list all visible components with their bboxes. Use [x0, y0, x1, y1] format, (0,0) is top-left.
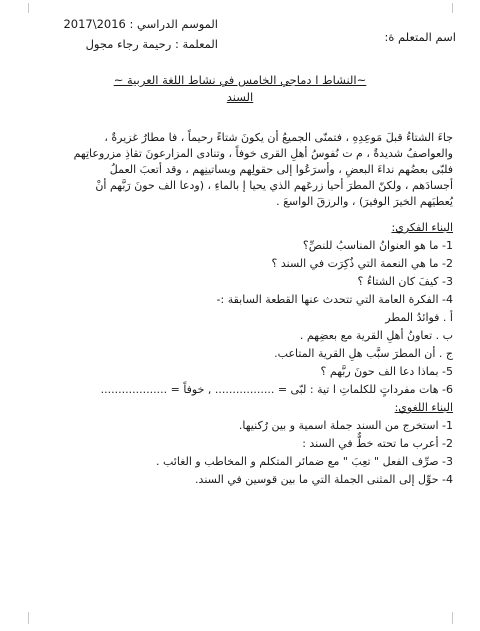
passage-line-1: جاءَ الشتاءُ قبلَ مَوعِدِهِ ، فتمنّى الجميعُ أن يكونَ شتاءً رحيماً ، فا مطارُ غزيرةٌ ،: [104, 131, 453, 144]
passage-line-5: يُعطيَهم الخيرَ الوفيرَ) ، والرزقَ الواسعَ .: [276, 195, 453, 208]
option-a: أ . فوائدُ المطر: [385, 311, 453, 324]
question-5: 5- بماذا دعا الف حونَ ربَّهم ؟: [320, 365, 453, 378]
section-heading-comprehension: البناء الفكري:: [391, 221, 453, 234]
language-question-4: 4- حوِّل إلى المثنى الجملة التي ما بين قوسين في السند.: [195, 473, 453, 486]
crop-mark-top-left: [28, 3, 29, 13]
option-c: ج . أن المطرَ سبَّب هلِ القرية المتاعب.: [274, 347, 453, 360]
crop-mark-bottom-right: [452, 612, 453, 624]
source-label: السند: [226, 90, 254, 104]
question-3: 3- كيفَ كان الشتاءُ ؟: [357, 275, 453, 288]
language-question-2: 2- أعرب ما تحته خطٌّ في السند :: [302, 437, 453, 450]
question-1: 1- ما هو العنوانُ المناسبُ للنصِّ؟: [302, 239, 453, 252]
passage-line-3: فلبّى بعضُهم نداءَ البعضِ ، وأسرَعُوا إلى حقولِهم وبساتينِهم ، وقد أتعبَ العملُ: [109, 163, 453, 176]
crop-mark-bottom-left: [28, 612, 29, 624]
language-question-3: 3- صرِّف الفعل " تعِبَ " مع ضمائر المتكلم و المخاطب و الغائب .: [155, 455, 453, 468]
student-name-label: اسم المتعلم ة:: [384, 30, 456, 44]
teacher-name: المعلمة : رحيمة رجاء مجول: [85, 37, 218, 51]
question-4: 4- الفكرة العامة التي تتحدث عنها القطعة السابقة :-: [216, 293, 453, 306]
option-b: ب . تعاونُ أهلِ القرية مع بعضِهم .: [299, 329, 453, 342]
question-6: 6- هات مفرداتٍ للكلماتِ ا تية : لبّى = ................. , خوفاً = ...................: [100, 383, 453, 396]
passage-line-2: والعواصفُ شديدةٌ ، م ت نُفوسُ أهلِ القرى خوفاً ، وتنادى المزارعونَ تقاذِ مزروعاتِهم: [73, 147, 453, 160]
question-2: 2- ما هي النعمة التي ذُكِرَت في السند ؟: [271, 257, 453, 270]
passage-line-4: أجسادَهم ، ولكنّ المطرَ أحيا زرعَهم الذي يحيا إ بالماءِ ، (ودعا الف حونَ رَبَّهم أنْ: [95, 179, 453, 192]
language-question-1: 1- استخرج من السند جملة اسمية و بين رُكنيها.: [238, 419, 453, 432]
school-year: الموسم الدراسي : 2016\2017: [63, 17, 218, 31]
crop-mark-top-right: [452, 3, 453, 13]
section-heading-language: البناء اللغوي:: [394, 401, 453, 414]
activity-title: ~النشاط ا دماجي الخامس في نشاط اللغة العربية ~: [113, 73, 367, 87]
